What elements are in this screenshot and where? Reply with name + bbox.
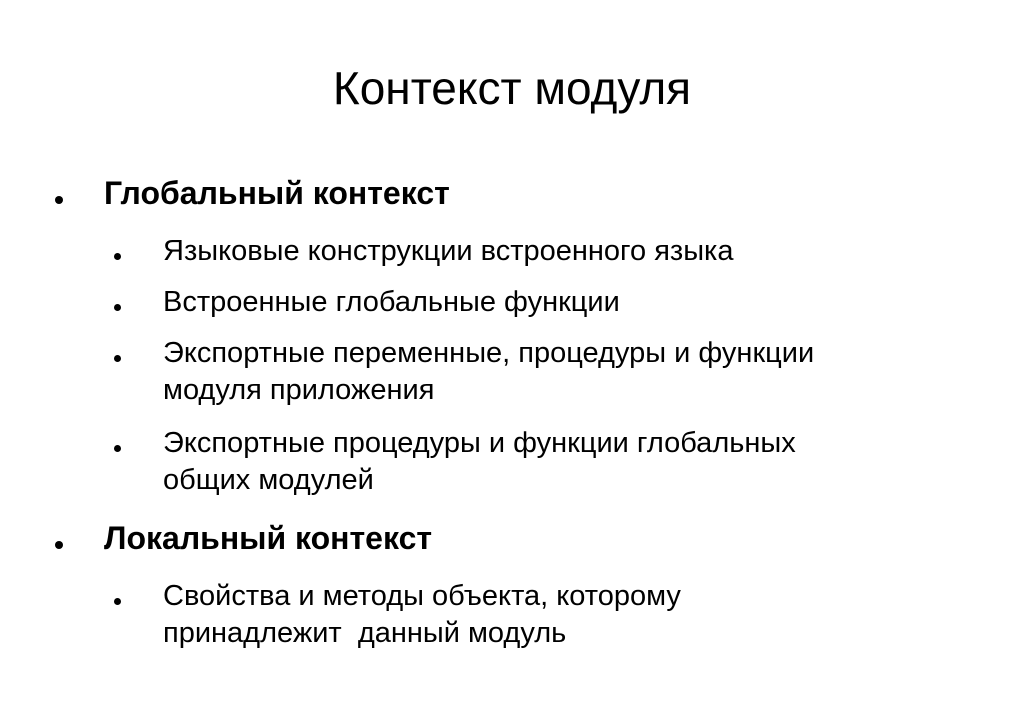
bullet-icon bbox=[55, 541, 63, 549]
slide-title: Контекст модуля bbox=[332, 62, 692, 114]
list-item-line-2: модуля приложения bbox=[163, 374, 435, 406]
bullet-icon bbox=[114, 253, 121, 260]
section-heading-global: Глобальный контекст bbox=[104, 175, 450, 211]
list-item-line-1: Экспортные процедуры и функции глобальных bbox=[163, 427, 796, 459]
bullet-icon bbox=[55, 196, 63, 204]
list-item-line-2: принадлежит данный модуль bbox=[163, 617, 567, 649]
list-item-line-1: Свойства и методы объекта, которому bbox=[163, 580, 681, 612]
list-item: Встроенные глобальные функции bbox=[163, 286, 620, 318]
bullet-icon bbox=[114, 304, 121, 311]
list-item-line-1: Экспортные переменные, процедуры и функции bbox=[163, 337, 815, 369]
list-item: Языковые конструкции встроенного языка bbox=[163, 235, 734, 267]
bullet-icon bbox=[114, 445, 121, 452]
list-item-line-2: общих модулей bbox=[163, 464, 374, 496]
section-heading-local: Локальный контекст bbox=[104, 520, 433, 556]
bullet-icon bbox=[114, 598, 121, 605]
bullet-icon bbox=[114, 355, 121, 362]
